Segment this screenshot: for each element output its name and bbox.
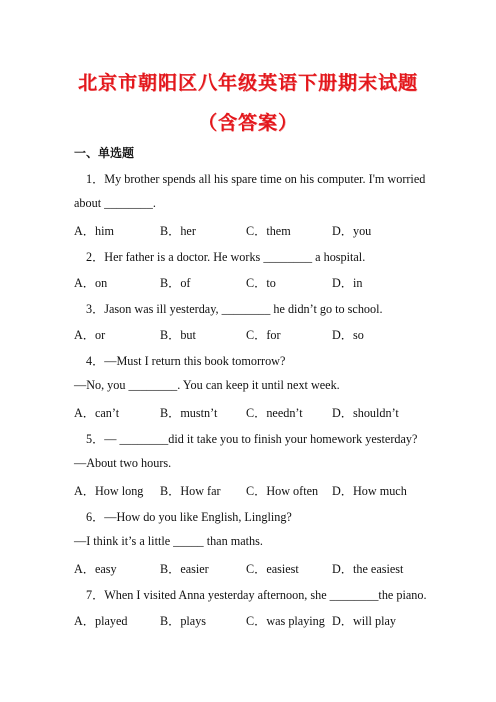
question-4-stem-cont: —No, you ________. You can keep it until next week. bbox=[74, 378, 340, 392]
q1-option-a[interactable]: A．him bbox=[74, 224, 114, 238]
question-4-stem: 4．—Must I return this book tomorrow? bbox=[86, 354, 286, 368]
q3-option-b[interactable]: B．but bbox=[160, 328, 196, 342]
q7-option-d[interactable]: D．will play bbox=[332, 614, 396, 628]
q5-option-d[interactable]: D．How much bbox=[332, 484, 407, 498]
section-heading: 一、单选题 bbox=[74, 146, 135, 160]
q2-option-b[interactable]: B．of bbox=[160, 276, 191, 290]
question-5-stem: 5．— ________did it take you to finish your homework yesterday? bbox=[86, 432, 418, 446]
q1-option-b[interactable]: B．her bbox=[160, 224, 196, 238]
q5-option-a[interactable]: A．How long bbox=[74, 484, 144, 498]
q5-option-b[interactable]: B．How far bbox=[160, 484, 221, 498]
q7-option-c[interactable]: C．was playing bbox=[246, 614, 325, 628]
q1-option-c[interactable]: C．them bbox=[246, 224, 291, 238]
q6-option-a[interactable]: A．easy bbox=[74, 562, 117, 576]
q7-option-b[interactable]: B．plays bbox=[160, 614, 207, 628]
q6-option-b[interactable]: B．easier bbox=[160, 562, 209, 576]
q2-option-a[interactable]: A．on bbox=[74, 276, 108, 290]
q4-option-c[interactable]: C．needn’t bbox=[246, 406, 303, 420]
q2-option-c[interactable]: C．to bbox=[246, 276, 276, 290]
question-3-stem: 3．Jason was ill yesterday, ________ he didn’t go to school. bbox=[86, 302, 383, 316]
exam-title: 北京市朝阳区八年级英语下册期末试题 bbox=[77, 72, 418, 94]
q6-option-d[interactable]: D．the easiest bbox=[332, 562, 404, 576]
q4-option-d[interactable]: D．shouldn’t bbox=[332, 406, 399, 420]
question-5-stem-cont: —About two hours. bbox=[74, 456, 172, 470]
question-2-stem: 2．Her father is a doctor. He works ________ a hospital. bbox=[86, 250, 366, 264]
question-7-stem: 7．When I visited Anna yesterday afternoon, she ________the piano. bbox=[86, 588, 427, 602]
question-1-stem: 1．My brother spends all his spare time on his computer. I'm worried bbox=[86, 172, 426, 186]
exam-subtitle: （含答案） bbox=[197, 112, 298, 134]
q6-option-c[interactable]: C．easiest bbox=[246, 562, 299, 576]
q3-option-a[interactable]: A．or bbox=[74, 328, 106, 342]
q4-option-a[interactable]: A．can’t bbox=[74, 406, 120, 420]
q1-option-d[interactable]: D．you bbox=[332, 224, 372, 238]
question-6-stem: 6．—How do you like English, Lingling? bbox=[86, 510, 292, 524]
q3-option-d[interactable]: D．so bbox=[332, 328, 364, 342]
q7-option-a[interactable]: A．played bbox=[74, 614, 128, 628]
question-6-stem-cont: —I think it’s a little _____ than maths. bbox=[74, 534, 263, 548]
q2-option-d[interactable]: D．in bbox=[332, 276, 363, 290]
q4-option-b[interactable]: B．mustn’t bbox=[160, 406, 218, 420]
q3-option-c[interactable]: C．for bbox=[246, 328, 281, 342]
question-1-stem-cont: about ________. bbox=[74, 196, 156, 210]
q5-option-c[interactable]: C．How often bbox=[246, 484, 319, 498]
